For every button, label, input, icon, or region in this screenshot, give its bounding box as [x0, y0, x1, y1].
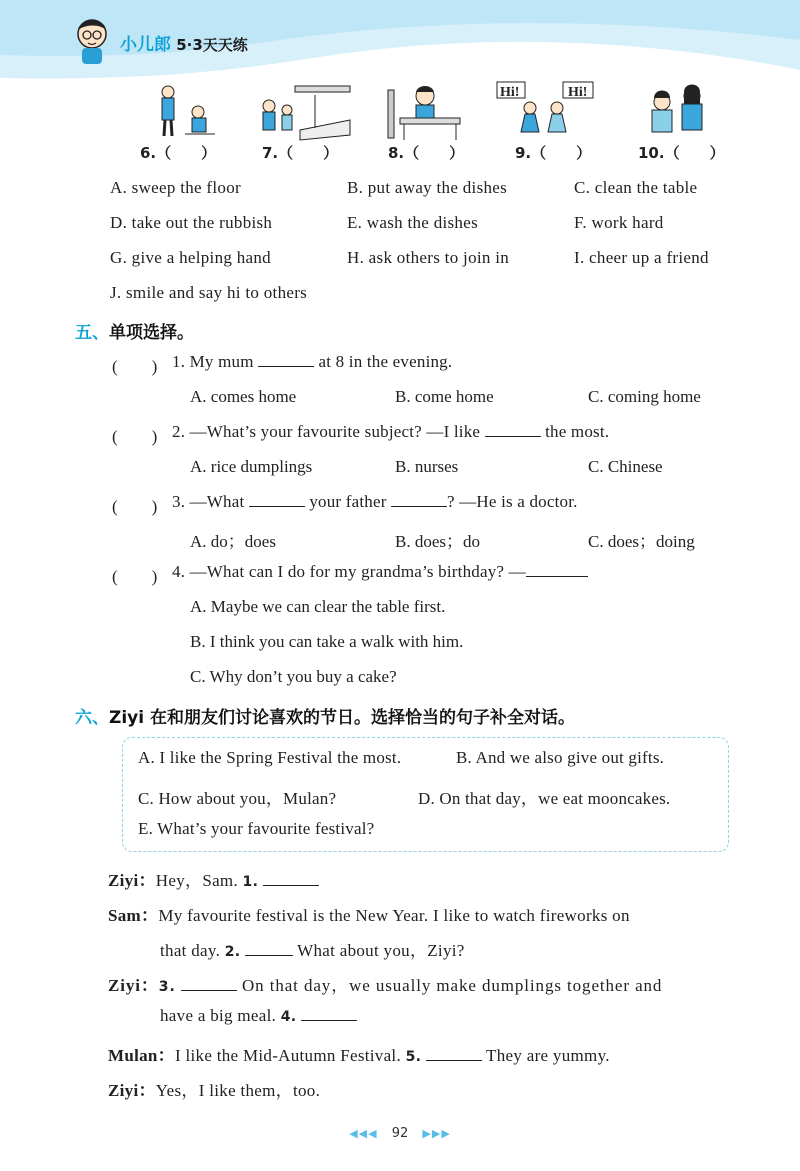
speaker: Ziyi： [108, 1081, 156, 1100]
choice-a[interactable]: A. comes home [190, 387, 297, 406]
question-3-tail: ? —He is a doctor. [447, 492, 578, 511]
question-4-text: 4. —What can I do for my grandma’s birthday? — [172, 562, 526, 581]
speaker: Ziyi： [108, 976, 159, 995]
speaker: Ziyi： [108, 871, 156, 890]
question-3-text: 3. —What [172, 492, 249, 511]
boy-mother-sweep-icon [140, 80, 240, 142]
answer-blank[interactable] [301, 1006, 357, 1021]
answer-blank[interactable] [263, 871, 319, 886]
dialogue-text: My favourite festival is the New Year. I like to watch fireworks on [158, 906, 630, 925]
choice-c[interactable]: C. Why don’t you buy a cake? [190, 667, 397, 686]
option-e: E. wash the dishes [347, 213, 478, 232]
option-b: B. put away the dishes [347, 178, 508, 197]
dialogue-line [108, 1041, 610, 1066]
dialogue-text: They are yummy. [481, 1046, 610, 1065]
dialogue-line [160, 936, 465, 961]
section5-title [75, 318, 194, 343]
question-3 [172, 492, 578, 512]
blank-number: 2. [224, 944, 241, 960]
choice-c[interactable]: C. does；doing [588, 532, 695, 551]
choice-a[interactable]: A. do；does [190, 532, 276, 551]
sentence-d: D. On that day，we eat mooncakes. [418, 789, 671, 808]
blank-number: 4. [280, 1009, 297, 1025]
answer-paren-3[interactable]: ( ) [112, 497, 158, 516]
choice-b[interactable]: B. does；do [395, 532, 480, 551]
section5-heading: 单项选择。 [109, 323, 194, 343]
question-1-text: 1. My mum [172, 352, 259, 371]
dialogue-line [108, 866, 319, 891]
dialogue-line [108, 1076, 320, 1101]
dialogue-text: What about you，Ziyi? [292, 941, 465, 960]
option-g: G. give a helping hand [110, 248, 271, 267]
page-footer [0, 1126, 800, 1141]
answer-blank[interactable] [258, 352, 314, 367]
choice-b[interactable]: B. come home [395, 387, 494, 406]
prev-arrows-icon: ◀◀◀ [349, 1127, 378, 1140]
answer-blank[interactable] [249, 492, 305, 507]
answer-blank[interactable] [181, 976, 237, 991]
section6-number: 六、 [75, 708, 109, 728]
sentence-b: B. And we also give out gifts. [456, 748, 665, 767]
answer-paren-2[interactable]: ( ) [112, 427, 158, 446]
next-arrows-icon: ▶▶▶ [422, 1127, 451, 1140]
question-2-tail: the most. [540, 422, 610, 441]
hi-bubble-2: Hi! [568, 85, 588, 100]
children-playground-icon [255, 80, 355, 142]
hi-bubble-1: Hi! [500, 85, 520, 100]
option-f: F. work hard [574, 213, 664, 232]
answer-blank[interactable] [245, 941, 293, 956]
choice-b[interactable]: B. I think you can take a walk with him. [190, 632, 464, 651]
question-4 [172, 562, 588, 582]
picture-label-10: 10.（ ） [638, 144, 725, 162]
question-1 [172, 352, 452, 372]
dialogue-text: that day. [160, 941, 225, 960]
brand-suffix: 5·3天天练 [176, 36, 248, 54]
choice-a[interactable]: A. rice dumplings [190, 457, 313, 476]
question-1-tail: at 8 in the evening. [314, 352, 453, 371]
boy-at-desk-icon [380, 80, 480, 142]
question-3-mid: your father [304, 492, 392, 511]
speaker: Mulan： [108, 1046, 175, 1065]
girls-comforting-icon [630, 80, 730, 142]
dialogue-text: Hey，Sam. [155, 871, 243, 890]
sentence-c: C. How about you，Mulan? [138, 789, 337, 808]
question-2 [172, 422, 609, 442]
answer-blank[interactable] [391, 492, 447, 507]
picture-label-8: 8.（ ） [388, 144, 465, 162]
blank-number: 5. [405, 1049, 422, 1065]
picture-label-7: 7.（ ） [262, 144, 339, 162]
dialogue-text: On that day，we usually make dumplings together and [236, 976, 663, 995]
section5-number: 五、 [75, 323, 109, 343]
dialogue-text: have a big meal. [160, 1006, 281, 1025]
dialogue-line [108, 971, 662, 996]
choice-b[interactable]: B. nurses [395, 457, 459, 476]
section6-title [75, 703, 575, 728]
mascot-boy-icon [70, 14, 114, 66]
answer-blank[interactable] [485, 422, 541, 437]
picture-row [110, 80, 750, 170]
choice-c[interactable]: C. Chinese [588, 457, 663, 476]
option-a: A. sweep the floor [110, 178, 241, 197]
sentence-a: A. I like the Spring Festival the most. [138, 748, 402, 767]
speaker: Sam： [108, 906, 159, 925]
blank-number: 1. [242, 874, 259, 890]
choice-c[interactable]: C. coming home [588, 387, 701, 406]
dialogue-line [160, 1006, 357, 1026]
answer-paren-1[interactable]: ( ) [112, 357, 158, 376]
option-j: J. smile and say hi to others [110, 283, 308, 302]
brand-title [120, 30, 248, 55]
blank-number: 3. [158, 979, 176, 995]
picture-label-9: 9.（ ） [515, 144, 592, 162]
option-d: D. take out the rubbish [110, 213, 273, 232]
choice-a[interactable]: A. Maybe we can clear the table first. [190, 597, 446, 616]
brand-prefix: 小儿郎 [120, 35, 171, 55]
option-c: C. clean the table [574, 178, 698, 197]
sentence-e: E. What’s your favourite festival? [138, 819, 375, 838]
answer-paren-4[interactable]: ( ) [112, 567, 158, 586]
answer-blank[interactable] [526, 562, 588, 577]
option-h: H. ask others to join in [347, 248, 510, 267]
page-number: 92 [391, 1126, 409, 1141]
dialogue-text: Yes，I like them，too. [155, 1081, 321, 1100]
dialogue-text: I like the Mid-Autumn Festival. [174, 1046, 406, 1065]
option-i: I. cheer up a friend [574, 248, 709, 267]
section6-heading: Ziyi 在和朋友们讨论喜欢的节日。选择恰当的句子补全对话。 [109, 708, 575, 728]
picture-label-6: 6.（ ） [140, 144, 217, 162]
answer-blank[interactable] [426, 1046, 482, 1061]
question-2-text: 2. —What’s your favourite subject? —I like [172, 422, 485, 441]
dialogue-line [108, 901, 630, 926]
